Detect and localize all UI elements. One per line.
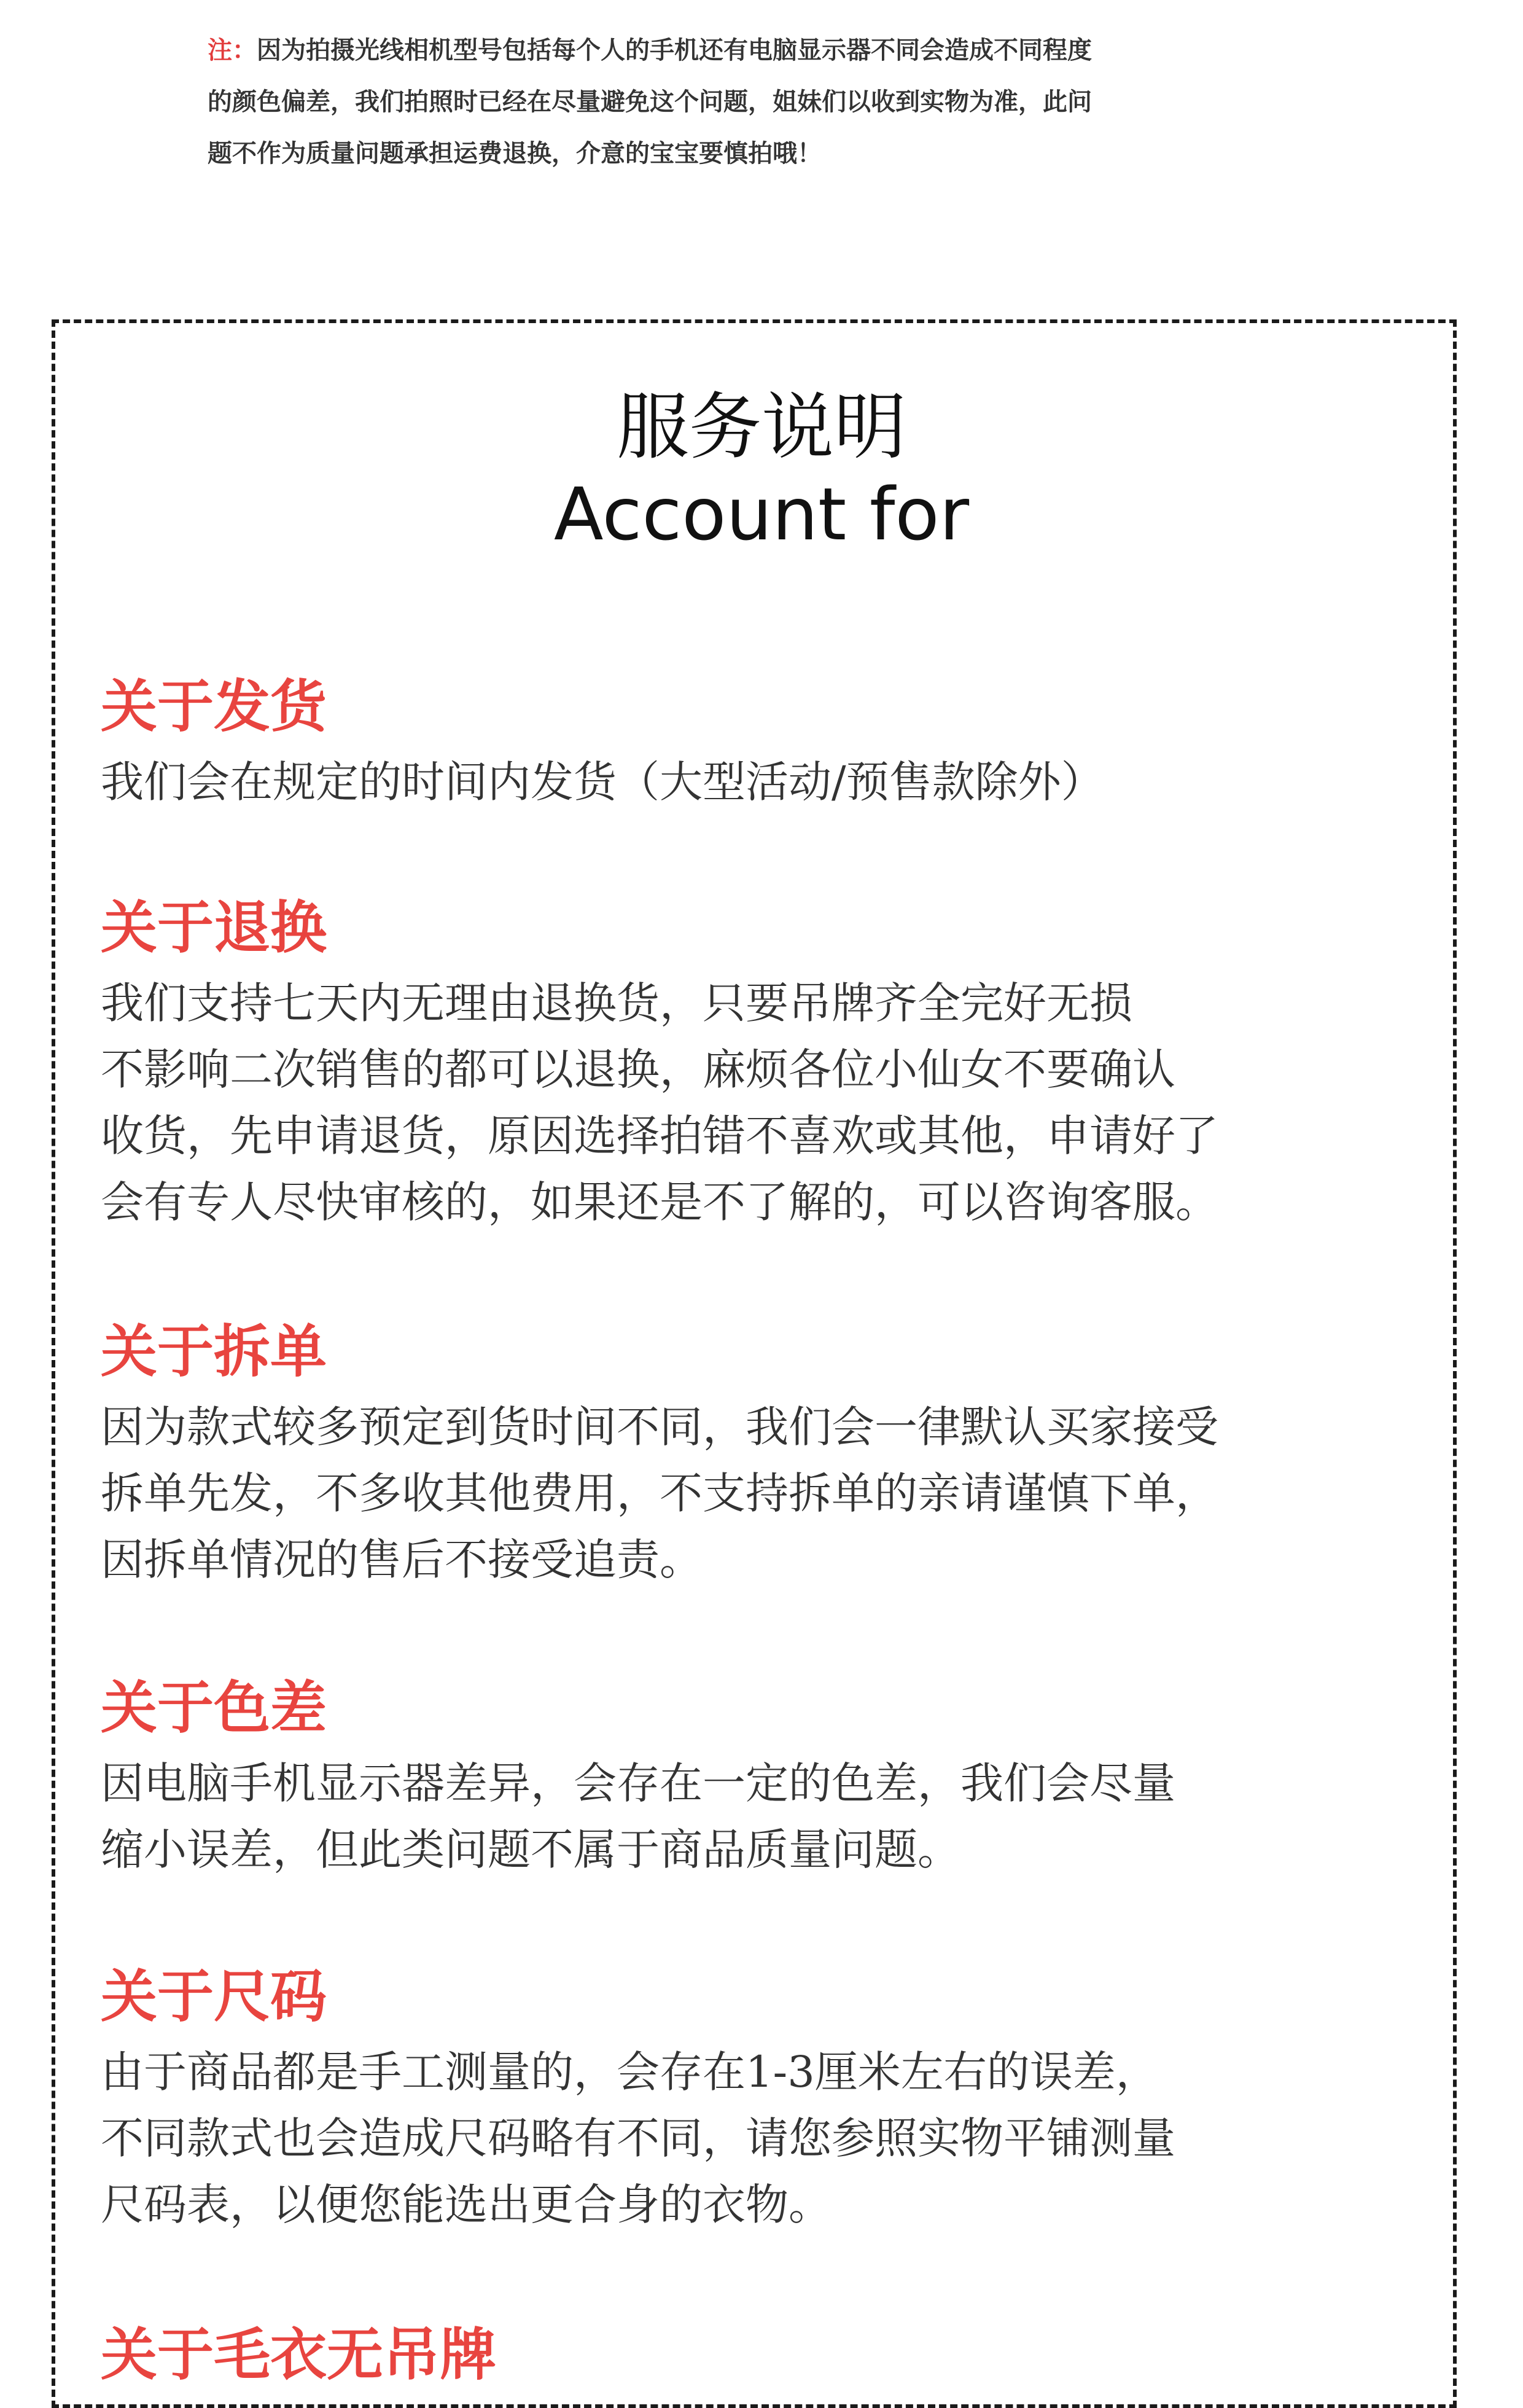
- section-heading: 关于发货: [101, 673, 327, 740]
- page-title-cn: 服务说明: [616, 385, 906, 469]
- section-line: 不影响二次销售的都可以退换，麻烦各位小仙女不要确认: [101, 1044, 1175, 1095]
- notice-text: [208, 25, 1288, 179]
- section-line: 尺码表，以便您能选出更合身的衣物。: [101, 2179, 832, 2230]
- section-body: [101, 1394, 1439, 1593]
- notice-line: 题不作为质量问题承担运费退换，介意的宝宝要慎拍哦！: [208, 139, 822, 168]
- section-line: 因电脑手机显示器差异，会存在一定的色差，我们会尽量: [101, 1758, 1175, 1808]
- section-line: 收货，先申请退货，原因选择拍错不喜欢或其他，申请好了: [101, 1111, 1218, 1161]
- notice-label: 注：: [208, 36, 257, 64]
- section-body: [101, 1750, 1439, 1883]
- section-heading: 关于尺码: [101, 1963, 327, 2030]
- section-line: 不同款式也会造成尺码略有不同，请您参照实物平铺测量: [101, 2113, 1175, 2164]
- section-returns: [101, 894, 1439, 1235]
- notice-line: 因为拍摄光线相机型号包括每个人的手机还有电脑显示器不同会造成不同程度: [257, 36, 1092, 64]
- section-body: [101, 970, 1439, 1235]
- page-title-en: Account for: [553, 472, 970, 557]
- section-line: 缩小误差，但此类问题不属于商品质量问题。: [101, 1824, 960, 1875]
- section-body: [101, 2039, 1439, 2238]
- section-line: 因为款式较多预定到货时间不同，我们会一律默认买家接受: [101, 1402, 1218, 1452]
- section-heading: 关于拆单: [101, 1318, 327, 1385]
- section-body: [101, 749, 1439, 815]
- section-line: 我们会在规定的时间内发货（大型活动/预售款除外）: [101, 757, 1104, 807]
- section-line: 我们支持七天内无理由退换货，只要吊牌齐全完好无损: [101, 978, 1132, 1028]
- section-line: 会有专人尽快审核的，如果还是不了解的，可以咨询客服。: [101, 1177, 1218, 1227]
- section-sweater-tags: [101, 2321, 1439, 2388]
- notice-line: 的颜色偏差，我们拍照时已经在尽量避免这个问题，姐妹们以收到实物为准，此问: [208, 87, 1092, 116]
- section-heading: 关于色差: [101, 1675, 327, 1741]
- section-sizing: [101, 1963, 1439, 2238]
- section-heading: 关于毛衣无吊牌: [101, 2321, 497, 2388]
- section-heading: 关于退换: [101, 894, 327, 961]
- section-split-orders: [101, 1318, 1439, 1593]
- section-line: 由于商品都是手工测量的，会存在1-3厘米左右的误差，: [101, 2047, 1159, 2097]
- section-color-difference: [101, 1674, 1439, 1883]
- section-line: 因拆单情况的售后不接受追责。: [101, 1534, 703, 1585]
- section-shipping: [101, 673, 1439, 815]
- section-line: 拆单先发，不多收其他费用，不支持拆单的亲请谨慎下单，: [101, 1468, 1218, 1519]
